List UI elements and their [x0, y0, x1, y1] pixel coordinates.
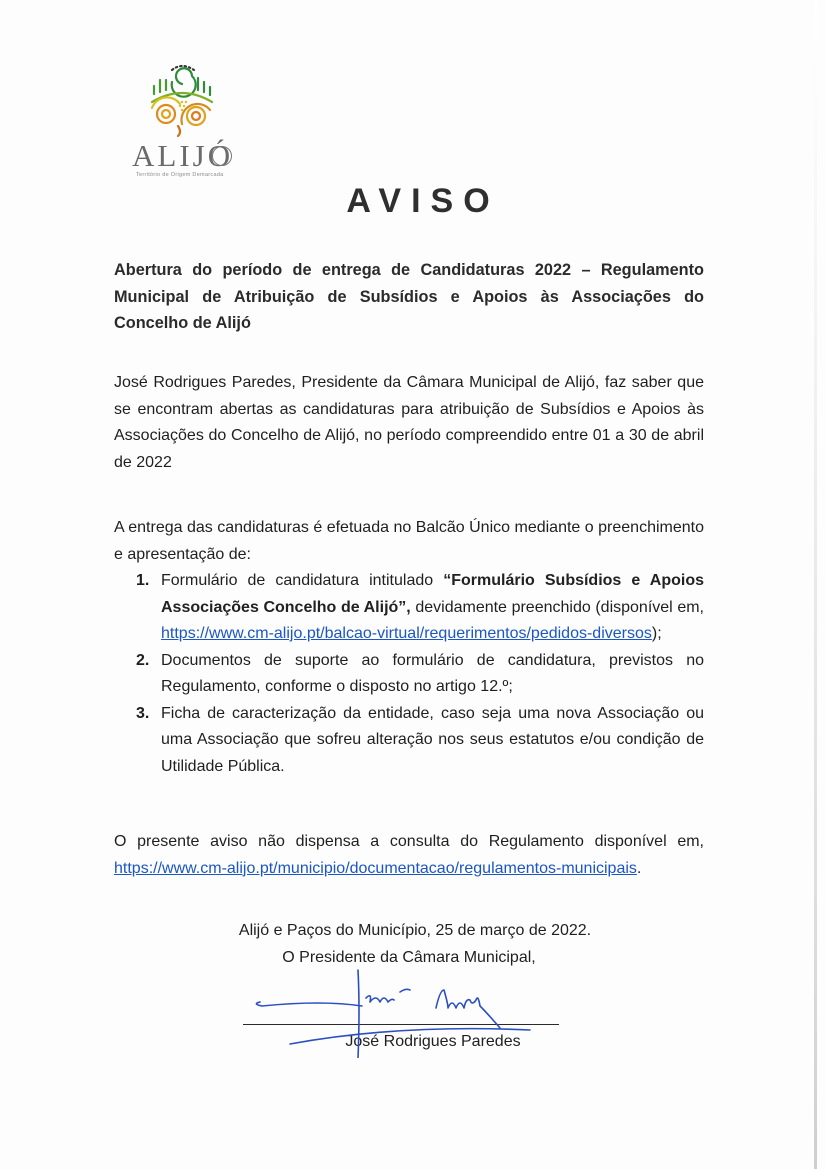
handwritten-signature-icon: [240, 968, 570, 1058]
scan-edge-artifact: [814, 0, 817, 1169]
municipality-logo: [128, 62, 248, 182]
item-text: Ficha de caracterização da entidade, caso seja uma nova Associação ou uma Associação que sofreu alteração nos seus estatutos e/ou condição de Utilidade Pública.: [161, 704, 704, 775]
item-text: Documentos de suporte ao formulário de candidatura, previstos no Regulamento, conforme o disposto no artigo 12.º;: [161, 651, 704, 695]
regulation-text: O presente aviso não dispensa a consulta do Regulamento disponível em,: [114, 833, 704, 850]
paragraph-submission: A entrega das candidaturas é efetuada no Balcão Único mediante o preenchimento e apresentação de:: [114, 519, 704, 563]
form-title: “Formulário Subsídios e Apoios Associações Concelho de Alijó”,: [161, 572, 705, 616]
regulation-link[interactable]: https://www.cm-alijo.pt/municipio/documentacao/regulamentos-municipais: [114, 859, 637, 877]
logo-emblem-icon: [142, 62, 222, 138]
paragraph-announcement: José Rodrigues Paredes, Presidente da Câmara Municipal de Alijó, faz saber que se encontram abertas as candidaturas para atribuição de Subsídios e Apoios às Associações do Concelho de Alijó, no período compreendido entre 01 a 30 de abril de 2022: [114, 374, 704, 471]
list-item: [114, 648, 704, 701]
form-link[interactable]: https://www.cm-alijo.pt/balcao-virtual/requerimentos/pedidos-diversos: [161, 625, 652, 642]
logo-registered-mark: [212, 146, 232, 166]
list-number: 3.: [136, 704, 150, 722]
list-item: [114, 701, 704, 781]
list-number: 2.: [136, 651, 150, 669]
notice-subject: Abertura do período de entrega de Candidaturas 2022 – Regulamento Municipal de Atribuição de Subsídios e Apoios às Associações do Concelho de Alijó: [114, 261, 704, 332]
date-line: Alijó e Paços do Município, 25 de março de 2022.: [238, 922, 592, 939]
list-item: [114, 568, 704, 648]
signer-role: O Presidente da Câmara Municipal,: [282, 949, 536, 966]
item-text-end: );: [651, 625, 662, 642]
regulation-end: .: [636, 859, 642, 877]
requirements-list: [114, 568, 704, 780]
paragraph-regulation: [114, 829, 704, 882]
logo-tagline: Território de Origem Demarcada: [136, 172, 224, 178]
signer-name: José Rodrigues Paredes: [345, 1033, 521, 1050]
item-text: Formulário de candidatura intitulado: [161, 572, 444, 589]
page-title: AVISO: [346, 182, 500, 220]
logo-wordmark: ALIJÓ: [132, 138, 234, 173]
item-text-after: devidamente preenchido (disponível em,: [410, 598, 704, 616]
list-number: 1.: [136, 572, 150, 589]
